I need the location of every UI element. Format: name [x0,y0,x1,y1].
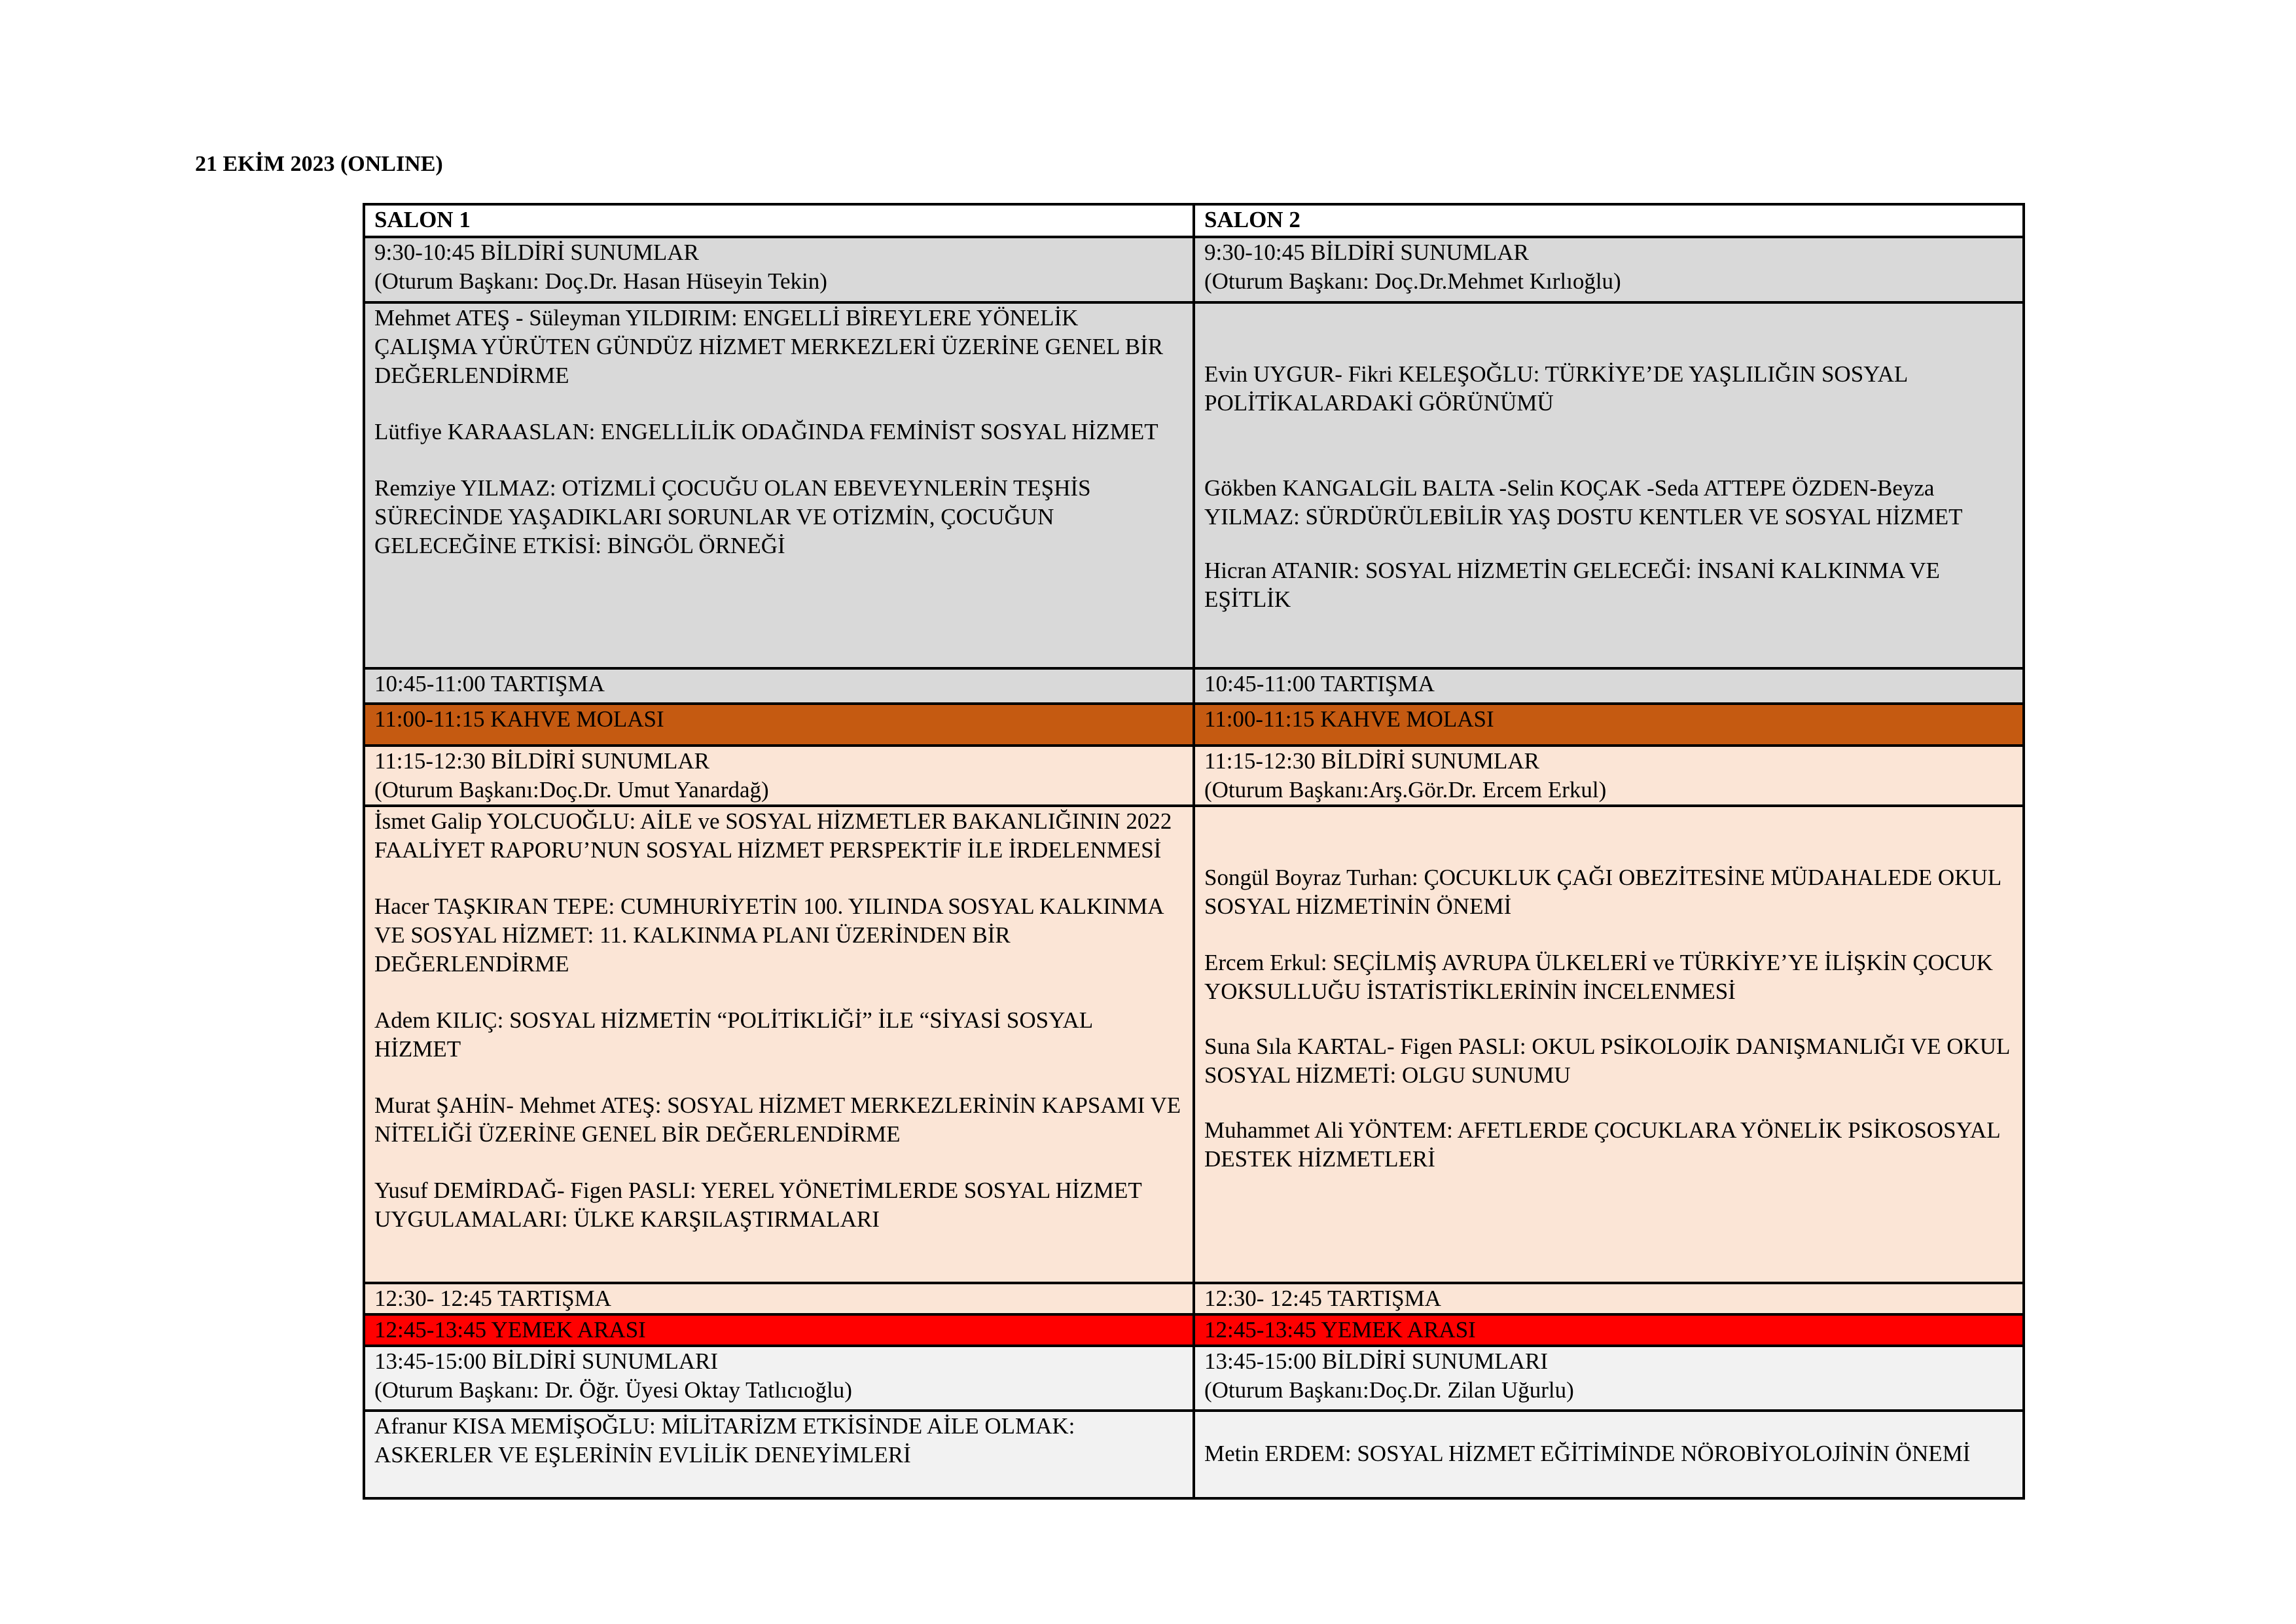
session-2-talks-row [364,806,2024,1283]
session-chair: (Oturum Başkanı:Arş.Gör.Dr. Ercem Erkul) [1204,777,1607,803]
discussion-1-row [364,668,2024,704]
talk-item: Metin ERDEM: SOSYAL HİZMET EĞİTİMİNDE NÖROBİYOLOJİNİN ÖNEMİ [1204,1441,1971,1466]
discussion-2-salon-2: 12:30- 12:45 TARTIŞMA [1194,1283,2024,1314]
session-title: 13:45-15:00 BİLDİRİ SUNUMLARI [1204,1348,1548,1374]
session-chair: (Oturum Başkanı: Doç.Dr.Mehmet Kırlıoğlu) [1204,268,1621,294]
talk-item: Hacer TAŞKIRAN TEPE: CUMHURİYETİN 100. YILINDA SOSYAL KALKINMA VE SOSYAL HİZMET: 11. KALKINMA PLANI ÜZERİNDEN BİR DEĞERLENDİRME [374,893,1163,977]
session-3-row [364,1346,2024,1411]
session-3-salon-2-talks [1194,1411,2024,1498]
session-title: 11:15-12:30 BİLDİRİ SUNUMLAR [1204,748,1540,774]
talk-item: Lütfiye KARAASLAN: ENGELLİLİK ODAĞINDA FEMİNİST SOSYAL HİZMET [374,419,1158,444]
talk-item: Evin UYGUR- Fikri KELEŞOĞLU: TÜRKİYE’DE YAŞLILIĞIN SOSYAL POLİTİKALARDAKİ GÖRÜNÜMÜ [1204,361,1907,416]
session-1-salon-1-talks [364,302,1194,668]
lunch-break-salon-1: 12:45-13:45 YEMEK ARASI [364,1314,1194,1346]
session-chair: (Oturum Başkanı:Doç.Dr. Umut Yanardağ) [374,777,769,803]
session-1-salon-2 [1194,237,2024,302]
talk-item: Afranur KISA MEMİŞOĞLU: MİLİTARİZM ETKİSİNDE AİLE OLMAK: ASKERLER VE EŞLERİNİN EVLİLİK DENEYİMLERİ [374,1413,1075,1468]
talk-item: İsmet Galip YOLCUOĞLU: AİLE ve SOSYAL HİZMETLER BAKANLIĞININ 2022 FAALİYET RAPORU’NUN SOSYAL HİZMET PERSPEKTİF İLE İRDELENMESİ [374,808,1172,863]
page-heading: 21 EKİM 2023 (ONLINE) [195,152,443,176]
coffee-break-salon-1: 11:00-11:15 KAHVE MOLASI [364,704,1194,746]
talk-item: Muhammet Ali YÖNTEM: AFETLERDE ÇOCUKLARA YÖNELİK PSİKOSOSYAL DESTEK HİZMETLERİ [1204,1117,2000,1172]
session-3-salon-1 [364,1346,1194,1411]
coffee-break-salon-2: 11:00-11:15 KAHVE MOLASI [1194,704,2024,746]
session-title: 9:30-10:45 BİLDİRİ SUNUMLAR [374,240,699,265]
session-1-salon-1 [364,237,1194,302]
session-title: 9:30-10:45 BİLDİRİ SUNUMLAR [1204,240,1529,265]
discussion-1-salon-2: 10:45-11:00 TARTIŞMA [1194,668,2024,704]
session-3-talks-row [364,1411,2024,1498]
session-3-salon-1-talks [364,1411,1194,1498]
table-header-row [364,204,2024,237]
session-2-salon-1-talks [364,806,1194,1283]
coffee-break-row [364,704,2024,746]
session-1-talks-row [364,302,2024,668]
session-3-salon-2 [1194,1346,2024,1411]
talk-item: Mehmet ATEŞ - Süleyman YILDIRIM: ENGELLİ BİREYLERE YÖNELİK ÇALIŞMA YÜRÜTEN GÜNDÜZ HİZMET MERKEZLERİ ÜZERİNE GENEL BİR DEĞERLENDİRME [374,305,1164,388]
discussion-2-salon-1: 12:30- 12:45 TARTIŞMA [364,1283,1194,1314]
session-title: 11:15-12:30 BİLDİRİ SUNUMLAR [374,748,710,774]
session-1-row [364,237,2024,302]
talk-item: Adem KILIÇ: SOSYAL HİZMETİN “POLİTİKLİĞİ” İLE “SİYASİ SOSYAL HİZMET [374,1007,1092,1062]
talk-item: Murat ŞAHİN- Mehmet ATEŞ: SOSYAL HİZMET MERKEZLERİNİN KAPSAMI VE NİTELİĞİ ÜZERİNE GENEL BİR DEĞERLENDİRME [374,1092,1181,1147]
session-chair: (Oturum Başkanı: Doç.Dr. Hasan Hüseyin Tekin) [374,268,827,294]
talk-item: Hicran ATANIR: SOSYAL HİZMETİN GELECEĞİ: İNSANİ KALKINMA VE EŞİTLİK [1204,558,1940,612]
talk-item: Gökben KANGALGİL BALTA -Selin KOÇAK -Seda ATTEPE ÖZDEN-Beyza YILMAZ: SÜRDÜRÜLEBİLİR YAŞ DOSTU KENTLER VE SOSYAL HİZMET [1204,475,1963,530]
discussion-1-salon-1: 10:45-11:00 TARTIŞMA [364,668,1194,704]
talk-item: Songül Boyraz Turhan: ÇOCUKLUK ÇAĞI OBEZİTESİNE MÜDAHALEDE OKUL SOSYAL HİZMETİNİN ÖNEMİ [1204,865,2001,919]
program-table [363,203,2025,1500]
session-2-salon-2 [1194,746,2024,806]
talk-item: Yusuf DEMİRDAĞ- Figen PASLI: YEREL YÖNETİMLERDE SOSYAL HİZMET UYGULAMALARI: ÜLKE KARŞILAŞTIRMALARI [374,1178,1142,1232]
session-2-row [364,746,2024,806]
session-chair: (Oturum Başkanı: Dr. Öğr. Üyesi Oktay Tatlıcıoğlu) [374,1377,852,1403]
discussion-2-row [364,1283,2024,1314]
session-title: 13:45-15:00 BİLDİRİ SUNUMLARI [374,1348,718,1374]
salon-2-header: SALON 2 [1194,204,2024,237]
salon-1-header: SALON 1 [364,204,1194,237]
session-2-salon-2-talks [1194,806,2024,1283]
session-1-salon-2-talks [1194,302,2024,668]
session-2-salon-1 [364,746,1194,806]
talk-item: Ercem Erkul: SEÇİLMİŞ AVRUPA ÜLKELERİ ve TÜRKİYE’YE İLİŞKİN ÇOCUK YOKSULLUĞU İSTATİSTİKLERİNİN İNCELENMESİ [1204,950,1993,1004]
session-chair: (Oturum Başkanı:Doç.Dr. Zilan Uğurlu) [1204,1377,1574,1403]
lunch-break-row [364,1314,2024,1346]
talk-item: Suna Sıla KARTAL- Figen PASLI: OKUL PSİKOLOJİK DANIŞMANLIĞI VE OKUL SOSYAL HİZMETİ: OLGU SUNUMU [1204,1034,2010,1088]
lunch-break-salon-2: 12:45-13:45 YEMEK ARASI [1194,1314,2024,1346]
talk-item: Remziye YILMAZ: OTİZMLİ ÇOCUĞU OLAN EBEVEYNLERİN TEŞHİS SÜRECİNDE YAŞADIKLARI SORUNLAR VE OTİZMİN, ÇOCUĞUN GELECEĞİNE ETKİSİ: BİNGÖL ÖRNEĞİ [374,475,1091,558]
